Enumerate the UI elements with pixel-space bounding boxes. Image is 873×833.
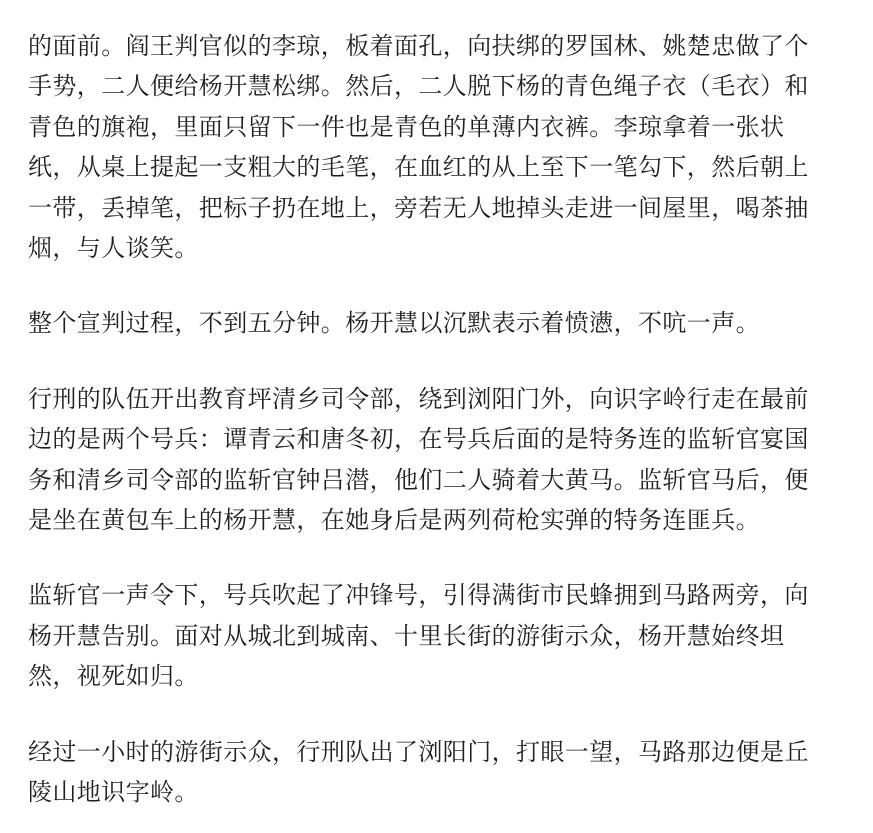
paragraph-3 — [28, 379, 843, 541]
paragraph-1 — [28, 26, 843, 268]
text-line: 然，视死如归。 — [28, 662, 199, 691]
text-line: 边的是两个号兵：谭青云和唐冬初，在号兵后面的是特务连的监斩官宴国 — [28, 425, 809, 454]
text-line: 陵山地识字岭。 — [28, 778, 199, 807]
text-line: 是坐在黄包车上的杨开慧，在她身后是两列荷枪实弹的特务连匪兵。 — [28, 506, 760, 535]
text-line: 手势，二人便给杨开慧松绑。然后，二人脱下杨的青色绳子衣（毛衣）和 — [28, 72, 809, 101]
text-line: 监斩官一声令下，号兵吹起了冲锋号，引得满街市民蜂拥到马路两旁，向 — [28, 581, 809, 610]
text-line: 青色的旗袍，里面只留下一件也是青色的单薄内衣裤。李琼拿着一张状 — [28, 112, 785, 141]
text-line: 纸，从桌上提起一支粗大的毛笔，在血红的从上至下一笔勾下，然后朝上 — [28, 153, 809, 182]
text-line: 杨开慧告别。面对从城北到城南、十里长街的游街示众，杨开慧始终坦 — [28, 621, 785, 650]
paragraph-2 — [28, 303, 843, 343]
text-line: 的面前。阎王判官似的李琼，板着面孔，向扶绑的罗国林、姚楚忠做了个 — [28, 32, 809, 60]
text-line: 行刑的队伍开出教育坪清乡司令部，绕到浏阳门外，向识字岭行走在最前 — [28, 384, 809, 413]
paragraph-4 — [28, 575, 843, 696]
text-line: 经过一小时的游街示众，行刑队出了浏阳门，打眼一望，马路那边便是丘 — [28, 737, 809, 766]
text-line: 整个宣判过程，不到五分钟。杨开慧以沉默表示着愤懑，不吭一声。 — [28, 309, 760, 338]
text-line: 务和清乡司令部的监斩官钟吕潜，他们二人骑着大黄马。监斩官马后，便 — [28, 465, 809, 494]
text-line: 烟，与人谈笑。 — [28, 234, 199, 263]
text-line: 一带，丢掉笔，把标子扔在地上，旁若无人地掉头走进一间屋里，喝茶抽 — [28, 193, 809, 222]
paragraph-5 — [28, 732, 843, 813]
